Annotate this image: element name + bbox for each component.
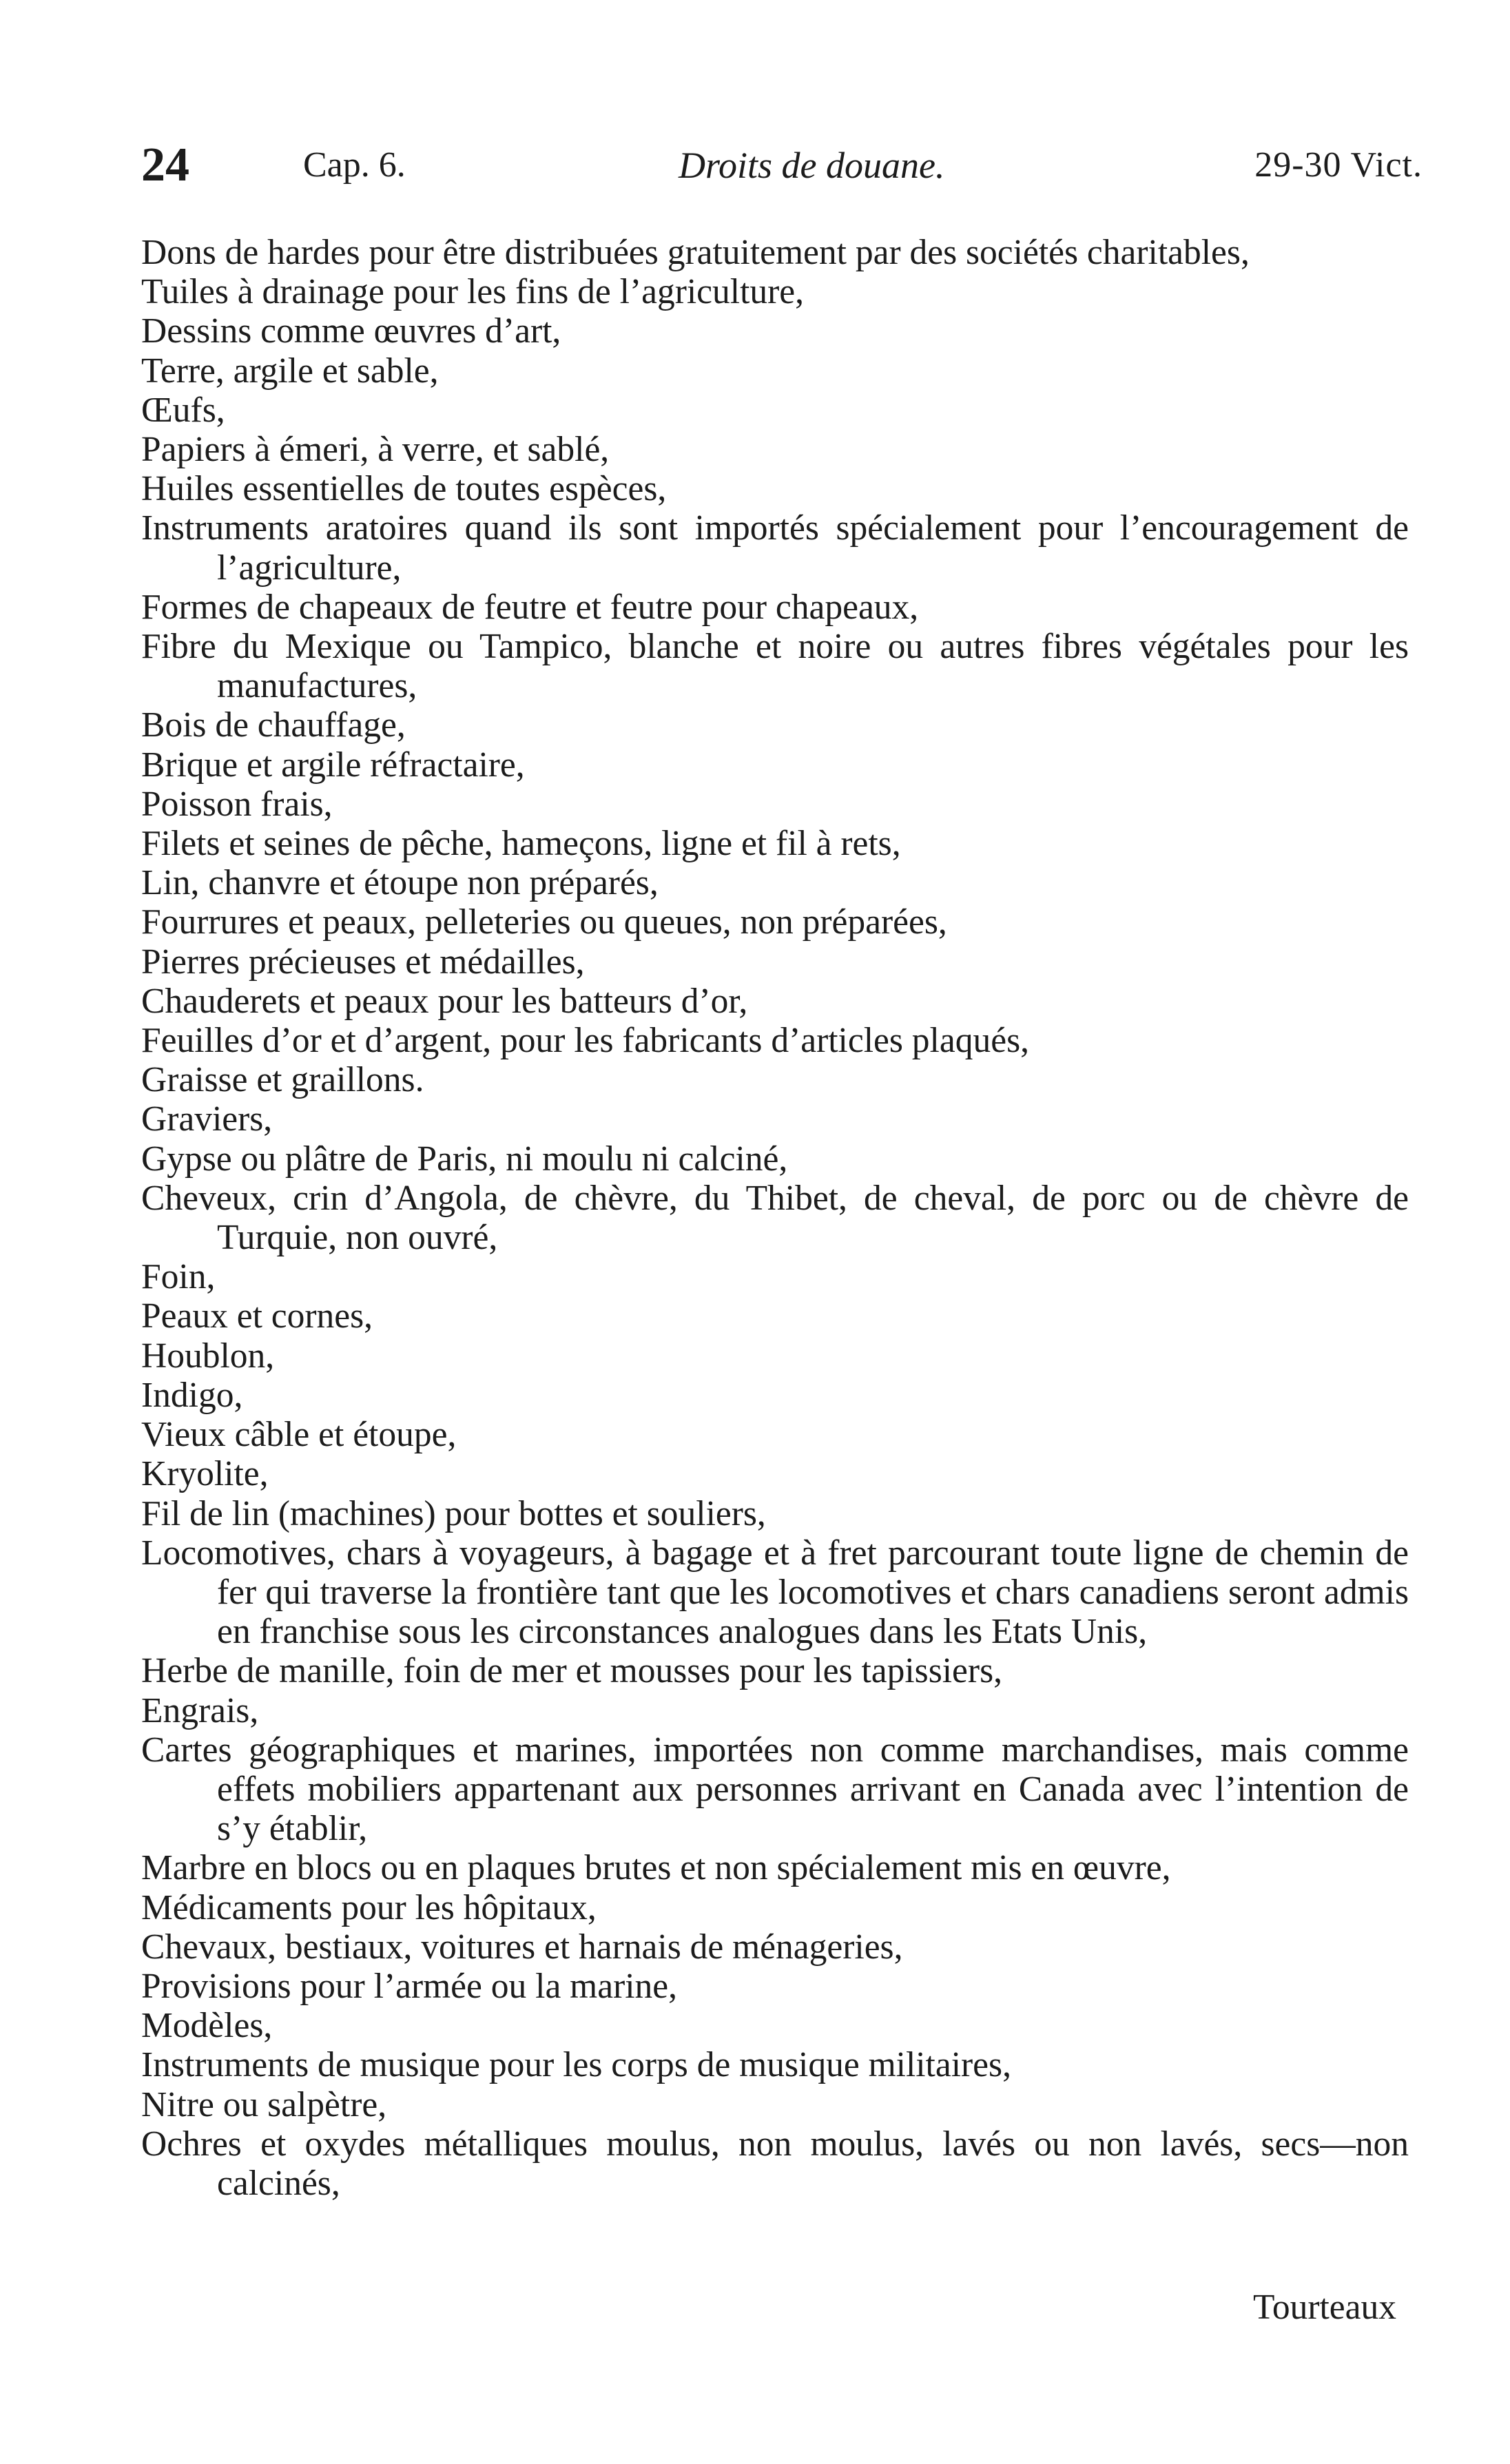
list-item: Instruments aratoires quand ils sont importés spécialement pour l’encouragement de l’agriculture,: [141, 508, 1409, 588]
list-item: Fil de lin (machines) pour bottes et souliers,: [141, 1493, 766, 1533]
list-item: Engrais,: [141, 1690, 259, 1730]
regnal-year: 29-30 Vict.: [1254, 145, 1423, 185]
list-item: Graisse et graillons.: [141, 1060, 424, 1100]
list-item: Indigo,: [141, 1375, 243, 1415]
list-item: Vieux câble et étoupe,: [141, 1415, 457, 1455]
list-item: Terre, argile et sable,: [141, 351, 439, 391]
list-item: Chevaux, bestiaux, voitures et harnais de ménageries,: [141, 1927, 903, 1967]
page-number: 24: [141, 138, 189, 191]
list-item: Houblon,: [141, 1336, 275, 1376]
list-item: Modèles,: [141, 2006, 273, 2046]
list-item: Instruments de musique pour les corps de musique militaires,: [141, 2045, 1011, 2085]
list-item: Kryolite,: [141, 1454, 269, 1494]
list-item: Cartes géographiques et marines, importées non comme marchandises, mais comme effets mobiliers appartenant aux personnes arrivant en Canada avec l’intention de s’y établir,: [141, 1730, 1409, 1849]
list-item: Poisson frais,: [141, 784, 333, 824]
list-item: Lin, chanvre et étoupe non préparés,: [141, 863, 659, 903]
list-item: Foin,: [141, 1257, 216, 1297]
list-item: Provisions pour l’armée ou la marine,: [141, 1966, 678, 2006]
list-item: Dessins comme œuvres d’art,: [141, 311, 561, 351]
list-item: Huiles essentielles de toutes espèces,: [141, 469, 667, 509]
chapter-reference: Cap. 6.: [303, 145, 406, 185]
list-item: Pierres précieuses et médailles,: [141, 942, 585, 982]
list-item: Graviers,: [141, 1099, 273, 1139]
list-item: Fibre du Mexique ou Tampico, blanche et noire ou autres fibres végétales pour les manufactures,: [141, 627, 1409, 706]
list-item: Bois de chauffage,: [141, 705, 406, 745]
list-item: Filets et seines de pêche, hameçons, ligne et fil à rets,: [141, 824, 901, 864]
list-item: Dons de hardes pour être distribuées gratuitement par des sociétés charitables,: [141, 233, 1250, 272]
list-item: Marbre en blocs ou en plaques brutes et non spécialement mis en œuvre,: [141, 1848, 1171, 1888]
list-item: Nitre ou salpètre,: [141, 2084, 387, 2124]
list-item: Formes de chapeaux de feutre et feutre pour chapeaux,: [141, 587, 919, 627]
list-item: Tuiles à drainage pour les fins de l’agriculture,: [141, 272, 805, 312]
running-title: Droits de douane.: [679, 145, 945, 186]
list-item: Gypse ou plâtre de Paris, ni moulu ni calciné,: [141, 1139, 788, 1179]
list-item: Feuilles d’or et d’argent, pour les fabricants d’articles plaqués,: [141, 1021, 1029, 1061]
list-item: Fourrures et peaux, pelleteries ou queues, non préparées,: [141, 902, 947, 942]
list-item: Brique et argile réfractaire,: [141, 745, 525, 785]
running-header: [141, 138, 1423, 207]
list-item: Papiers à émeri, à verre, et sablé,: [141, 430, 610, 470]
list-item: Herbe de manille, foin de mer et mousses pour les tapissiers,: [141, 1651, 1002, 1691]
list-item: Peaux et cornes,: [141, 1296, 373, 1336]
list-item: Médicaments pour les hôpitaux,: [141, 1887, 597, 1927]
duty-free-items-list: [141, 233, 1409, 2203]
list-item: Œufs,: [141, 390, 225, 430]
list-item: Locomotives, chars à voyageurs, à bagage et à fret parcourant toute ligne de chemin de fer qui traverse la frontière tant que les locomotives et chars canadiens seront admis en franchise sous les circonstances analogues dans les Etats Unis,: [141, 1533, 1409, 1652]
list-item: Cheveux, crin d’Angola, de chèvre, du Thibet, de cheval, de porc ou de chèvre de Turquie, non ouvré,: [141, 1178, 1409, 1258]
list-item: Chauderets et peaux pour les batteurs d’or,: [141, 981, 748, 1021]
list-item: Ochres et oxydes métalliques moulus, non moulus, lavés ou non lavés, secs—non calcinés,: [141, 2124, 1409, 2203]
catchword: Tourteaux: [1252, 2288, 1396, 2327]
